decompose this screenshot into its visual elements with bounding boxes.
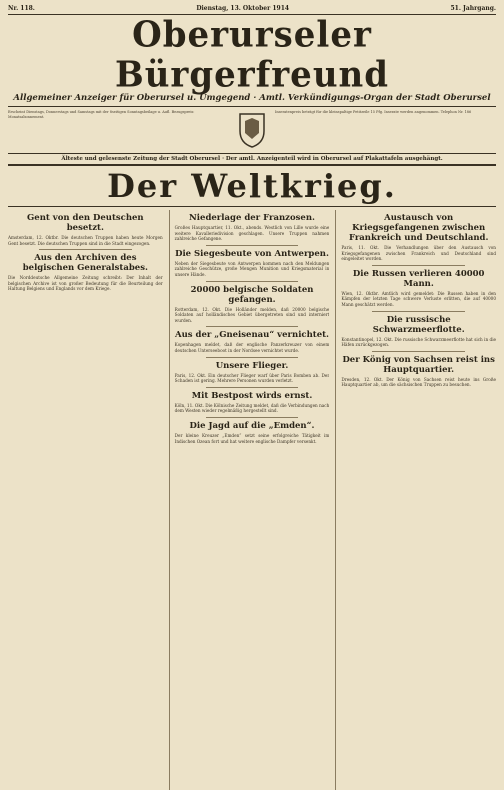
article-title: Die Russen verlieren 40000 Mann. <box>352 268 485 289</box>
article-text: Köln, 11. Okt. Die Kölnische Zeitung meldet, daß die Verbindungen nach dem Westen wieder regelmäßig hergestellt sind. <box>174 402 330 414</box>
article-title: Gent von den Deutschen besetzt. <box>27 213 144 233</box>
masthead-title: Oberurseler Bürgerfreund <box>114 14 390 96</box>
article-title: Aus der „Gneisenau“ vernichtet. <box>175 330 329 341</box>
city-crest-icon <box>235 110 269 150</box>
article-text: Rotterdam, 12. Okt. Die Holländer melden, daß 20000 belgische Soldaten auf holländisches Gebiet übergetreten sind und interniert wurden. <box>174 306 330 323</box>
advertising-info: Inseratenpreis beträgt für die kleinspaltige Petitzeile 15 Pfg. Inserate werden angenommen. Telephon Nr. 186 <box>275 110 472 114</box>
article-title: Austausch von Kriegsgefangenen zwischen Frankreich und Deutschland. <box>348 213 489 243</box>
article-title: Unsere Flieger. <box>215 360 289 371</box>
article-title: Niederlage der Franzosen. <box>189 213 315 223</box>
article-title: Die Jagd auf die „Emden“. <box>189 420 315 431</box>
article-title: Aus den Archiven des belgischen Generalstabes. <box>22 253 148 274</box>
subscription-info: Erscheint Dienstags, Donnerstags und Samstags mit der 8seitigen Sonntagsbeilage u. Aufl. Bezugspreis: Monatsabonnement. <box>8 110 195 119</box>
article-title: Die russische Schwarzmeerflotte. <box>372 314 465 335</box>
article-divider <box>39 249 132 250</box>
article-text: Paris, 12. Okt. Ein deutscher Flieger warf über Paris Bomben ab. Der Schaden ist gering. Mehrere Personen wurden verletzt. <box>174 372 330 384</box>
issue-number: Nr. 118. <box>8 5 35 12</box>
masthead-subtitle: Allgemeiner Anzeiger für Oberursel u. Umgegend · Amtl. Verkündigungs-Organ der Stadt Oberursel <box>8 93 496 107</box>
issue-date: Dienstag, 13. Oktober 1914 <box>196 5 290 12</box>
article-text: Neben der Siegesbeute von Antwerpen kommen nach den Meldungen zahlreiche Geschütze, große Mengen Munition und Kriegsmaterial in unsere Hände. <box>174 260 330 277</box>
article-text: Konstantinopel, 12. Okt. Die russische Schwarzmeerflotte hat sich in die Häfen zurückgezogen. <box>341 336 496 348</box>
page-headline: Der Weltkrieg. <box>8 166 496 207</box>
article-divider <box>372 265 465 266</box>
column-1 <box>8 210 163 790</box>
article-divider <box>206 417 299 418</box>
article-text: Kopenhagen meldet, daß der englische Panzerkreuzer von einem deutschen Unterseeboot in der Nordsee vernichtet wurde. <box>174 342 330 353</box>
article-divider <box>206 357 299 358</box>
article-columns <box>8 210 496 790</box>
article-text: Die Norddeutsche Allgemeine Zeitung schreibt: Der Inhalt der belgischen Archive ist von großer Bedeutung für die Beurteilung der Haltung Belgiens und Englands vor dem Kriege. <box>8 275 163 292</box>
volume-number: 51. Jahrgang. <box>450 5 496 12</box>
article-divider <box>372 311 465 312</box>
column-2 <box>169 210 330 790</box>
article-divider <box>206 387 299 388</box>
article-title: Mit Bestpost wirds ernst. <box>191 390 313 401</box>
article-title: 20000 belgische Soldaten gefangen. <box>190 284 314 305</box>
article-divider <box>206 326 299 327</box>
masthead-slogan: Älteste und gelesenste Zeitung der Stadt Oberursel · Der amtl. Anzeigenteil wird in Oberursel auf Plakattafeln ausgehängt. <box>8 154 496 166</box>
article-text: Wien, 12. Oktbr. Amtlich wird gemeldet: Die Russen haben in den Kämpfen der letzten Tage schwere Verluste erlitten, die auf 40000 Mann geschätzt werden. <box>341 290 496 307</box>
article-divider <box>206 281 299 282</box>
column-3 <box>335 210 496 790</box>
info-boxes <box>8 110 496 154</box>
article-title: Die Siegesbeute von Antwerpen. <box>175 248 329 259</box>
article-text: Dresden, 12. Okt. Der König von Sachsen reist heute ins Große Hauptquartier ab, um die sächsischen Truppen zu besuchen. <box>341 376 496 388</box>
article-text: Großes Hauptquartier, 11. Okt., abends. Westlich von Lille wurde eine weitere Kavalleriedivision geschlagen. Unsere Truppen nahmen zahlreiche Gefangene. <box>174 225 330 242</box>
article-divider <box>372 351 465 352</box>
article-text: Der kleine Kreuzer „Emden“ setzt seine erfolgreiche Tätigkeit im Indischen Ozean fort und hat weitere englische Dampfer versenkt. <box>174 432 330 444</box>
article-text: Paris, 11. Okt. Die Verhandlungen über den Austausch von Kriegsgefangenen zwischen Frankreich und Deutschland sind eingeleitet worden. <box>341 245 496 262</box>
article-divider <box>206 245 299 246</box>
article-title: Der König von Sachsen reist ins Hauptquartier. <box>342 354 495 375</box>
article-text: Amsterdam, 12. Oktbr. Die deutschen Truppen haben heute Morgen Gent besetzt. Die deutschen Truppen sind in die Stadt eingezogen. <box>8 235 163 246</box>
